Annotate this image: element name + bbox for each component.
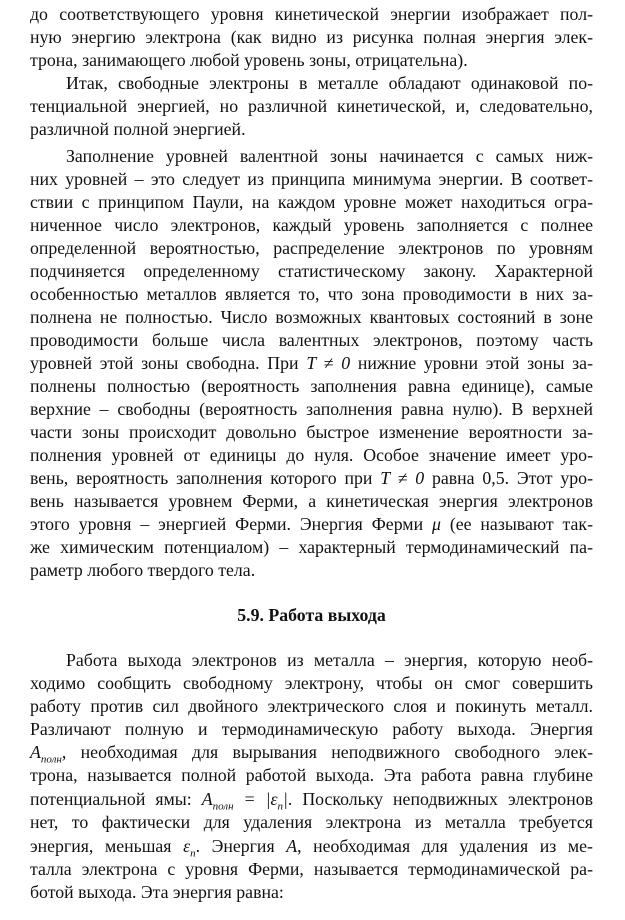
text-line: ствии с принципом Паули, на каждом уровне может находиться огра- [30,192,593,212]
text-line: ходимо сообщить свободному электрону, чтобы он смог совершить [30,673,593,693]
text-line: талла электрона с уровня Ферми, называется термодинамической ра- [30,859,593,879]
text-line: полнены полностью (вероятность заполнения равна единице), самые [30,376,593,396]
text-line-with-math [30,835,593,858]
text-line: определенной вероятностью, распределение электронов по уровням [30,238,593,258]
text-line: полнения уровней от единицы до нуля. Особое значение имеет уро- [30,445,593,465]
math-work-function-formula: $A_{полн} = |\varepsilon_n|$ [201,789,288,813]
text-fragment: потенциальной ямы: [30,789,202,809]
text-fragment: , необходимая для вырывания неподвижного свободного элек- [61,742,593,762]
text-line-with-math [30,741,593,764]
math-t-not-zero: T ≠ 0 [380,468,425,488]
text-fragment: , необходимая для удаления из ме- [297,836,593,856]
text-fragment: нижние уровни этой зоны за- [350,353,593,373]
section-heading: 5.9. Работа выхода [237,605,386,625]
text-fragment: уровней этой зоны свободна. При [30,353,307,373]
text-line-with-math [30,467,593,490]
text-line: вень называется уровнем Ферми, а кинетическая энергия электронов [30,491,593,511]
text-line: ниченное число электронов, каждый уровень заполняется с полнее [30,215,593,235]
text-line: них уровней – это следует из принципа минимума энергии. В соответ- [30,169,593,189]
text-line: до соответствующего уровня кинетической энергии изображает пол- [30,4,593,24]
text-line: тенциальной энергией, но различной кинетической, и, следовательно, [30,96,593,116]
text-line: ботой выхода. Эта энергия равна: [30,882,284,902]
math-a: A [286,836,298,856]
text-line-with-math [30,513,593,536]
text-line: трона, занимающего любой уровень зоны, отрицательна). [30,50,468,70]
text-fragment: (ее называют так- [440,514,593,534]
text-fragment: энергия, меньшая [30,836,184,856]
text-fragment: вень, вероятность заполнения которого при [30,468,381,488]
text-line: Итак, свободные электроны в металле обладают одинаковой по- [66,73,593,93]
text-line: трона, называется полной работой выхода. Эта работа равна глубине [30,765,593,785]
text-line: Различают полную и термодинамическую работу выхода. Энергия [30,719,593,739]
text-line: различной полной энергией. [30,119,246,139]
text-line: части зоны происходит довольно быстрое изменение вероятности за- [30,422,593,442]
text-fragment: . Энергия [195,836,287,856]
text-line-with-math [30,352,593,375]
text-line: же химическим потенциалом) – характерный термодинамический па- [30,537,593,557]
math-epsilon-n: $\varepsilon_n$ [183,836,196,860]
text-line: подчиняется определенному статистическому закону. Характерной [30,261,593,281]
text-fragment: . Поскольку неподвижных электронов [287,789,594,809]
text-line: верхние – свободны (вероятность заполнения равна нулю). В верхней [30,399,593,419]
math-a-poln: $A_{полн}$ [30,742,62,766]
math-mu: μ [431,514,441,534]
text-line: полнена не полностью. Число возможных квантовых состояний в зоне [30,307,593,327]
text-line: Работа выхода электронов из металла – энергия, которую необ- [66,650,593,670]
text-line: работу против сил двойного электрического слоя и покинуть металл. [30,696,593,716]
text-line: раметр любого твердого тела. [30,560,256,580]
math-t-not-zero: T ≠ 0 [306,353,351,373]
text-line-with-math [30,788,593,811]
text-fragment: этого уровня – энергией Ферми. Энергия Ферми [30,514,432,534]
text-fragment: равна 0,5. Этот уро- [424,468,593,488]
text-line: нет, то фактически для удаления электрона из металла требуется [30,812,593,832]
text-line: Заполнение уровней валентной зоны начинается с самых ниж- [66,146,593,166]
text-line: особенностью металлов является то, что зона проводимости в них за- [30,284,593,304]
text-line: проводимости больше числа валентных электронов, поэтому часть [30,330,593,350]
text-line: ную энергию электрона (как видно из рисунка полная энергия элек- [30,27,593,47]
